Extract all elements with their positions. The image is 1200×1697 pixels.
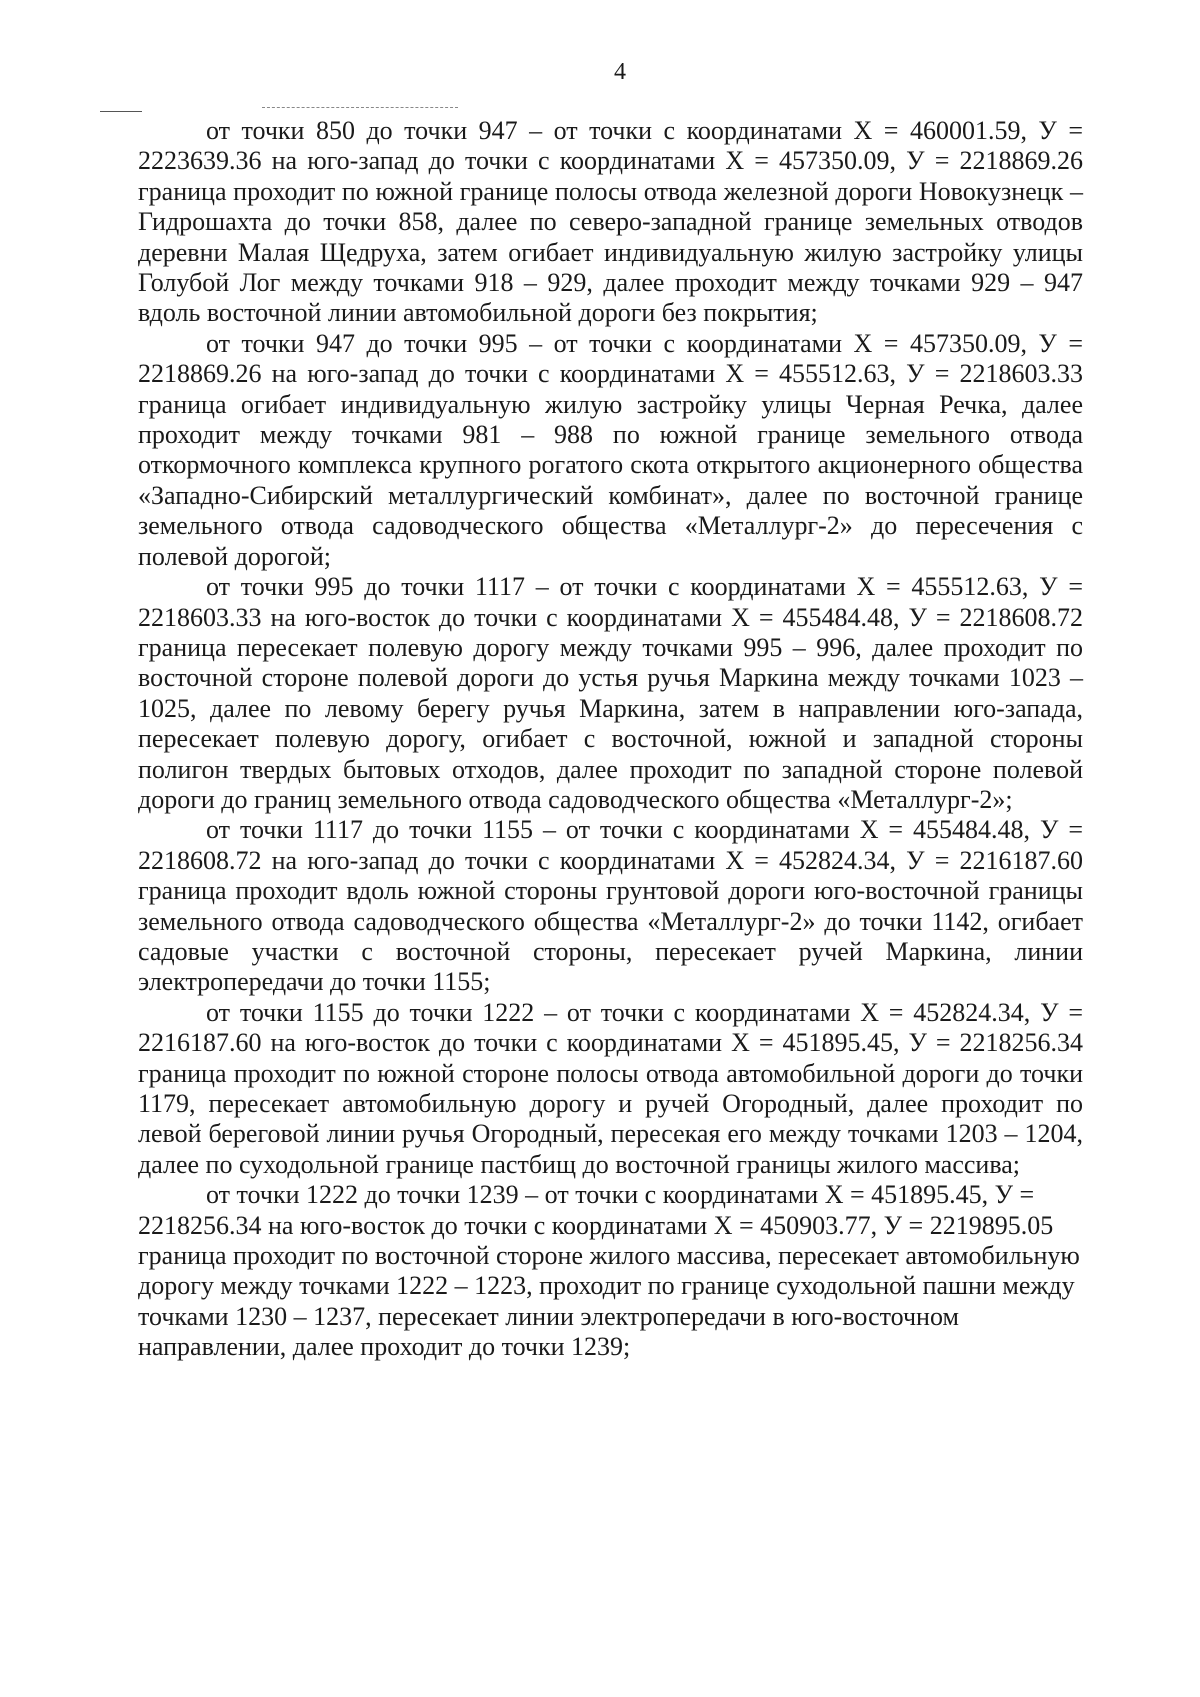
- page-number: 4: [614, 59, 626, 85]
- paragraph-1117-1155: от точки 1117 до точки 1155 – от точки с координатами Х = 455484.48, У = 2218608.72 на юго-запад до точки с координатами Х = 452824.34, У = 2216187.60 граница проходит вдоль южной стороны грунтовой дороги юго-восточной границы земельного отвода садоводческого общества «Металлург-2» до точки 1142, огибает садовые участки с восточной стороны, пересекает ручей Маркина, линии электропередачи до точки 1155;: [138, 815, 1083, 997]
- paragraph-1222-1239: от точки 1222 до точки 1239 – от точки с координатами Х = 451895.45, У = 2218256.34 на юго-восток до точки с координатами Х = 450903.77, У = 2219895.05 граница проходит по восточной стороне жилого массива, пересекает автомобильную дорогу между точками 1222 – 1223, проходит по границе суходольной пашни между точками 1230 – 1237, пересекает линии электропередачи в юго-восточном направлении, далее проходит до точки 1239;: [138, 1180, 1080, 1362]
- paragraph-850-947: от точки 850 до точки 947 – от точки с координатами Х = 460001.59, У = 2223639.36 на юго-запад до точки с координатами Х = 457350.09, У = 2218869.26 граница проходит по южной границе полосы отвода железной дороги Новокузнецк – Гидрошахта до точки 858, далее по северо-западной границе земельных отводов деревни Малая Щедруха, затем огибает индивидуальную жилую застройку улицы Голубой Лог между точками 918 – 929, далее проходит между точками 929 – 947 вдоль восточной линии автомобильной дороги без покрытия;: [138, 116, 1083, 328]
- scan-artifact-dashes: [262, 107, 458, 108]
- paragraph-947-995: от точки 947 до точки 995 – от точки с координатами Х = 457350.09, У = 2218869.26 на юго-запад до точки с координатами Х = 455512.63, У = 2218603.33 граница огибает индивидуальную жилую застройку улицы Черная Речка, далее проходит между точками 981 – 988 по южной границе земельного отвода откормочного комплекса крупного рогатого скота открытого акционерного общества «Западно-Сибирский металлургический комбинат», далее по восточной границе земельного отвода садоводческого общества «Металлург-2» до пересечения с полевой дорогой;: [138, 328, 1083, 571]
- paragraph-995-1117: от точки 995 до точки 1117 – от точки с координатами Х = 455512.63, У = 2218603.33 на юго-восток до точки с координатами Х = 455484.48, У = 2218608.72 граница пересекает полевую дорогу между точками 995 – 996, далее проходит по восточной стороне полевой дороги до устья ручья Маркина между точками 1023 – 1025, далее по левому берегу ручья Маркина, затем в направлении юго-запада, пересекает полевую дорогу, огибает с восточной, южной и западной стороны полигон твердых бытовых отходов, далее проходит по западной стороне полевой дороги до границ земельного отвода садоводческого общества «Металлург-2»;: [138, 572, 1083, 814]
- body-text: [138, 116, 1083, 1363]
- paragraph-1155-1222: от точки 1155 до точки 1222 – от точки с координатами Х = 452824.34, У = 2216187.60 на юго-восток до точки с координатами Х = 451895.45, У = 2218256.34 граница проходит по южной стороне полосы отвода автомобильной дороги до точки 1179, пересекает автомобильную дорогу и ручей Огородный, далее проходит по левой береговой линии ручья Огородный, пересекая его между точками 1203 – 1204, далее по суходольной границе пастбищ до восточной границы жилого массива;: [138, 997, 1083, 1179]
- scan-artifact-line: [100, 111, 142, 112]
